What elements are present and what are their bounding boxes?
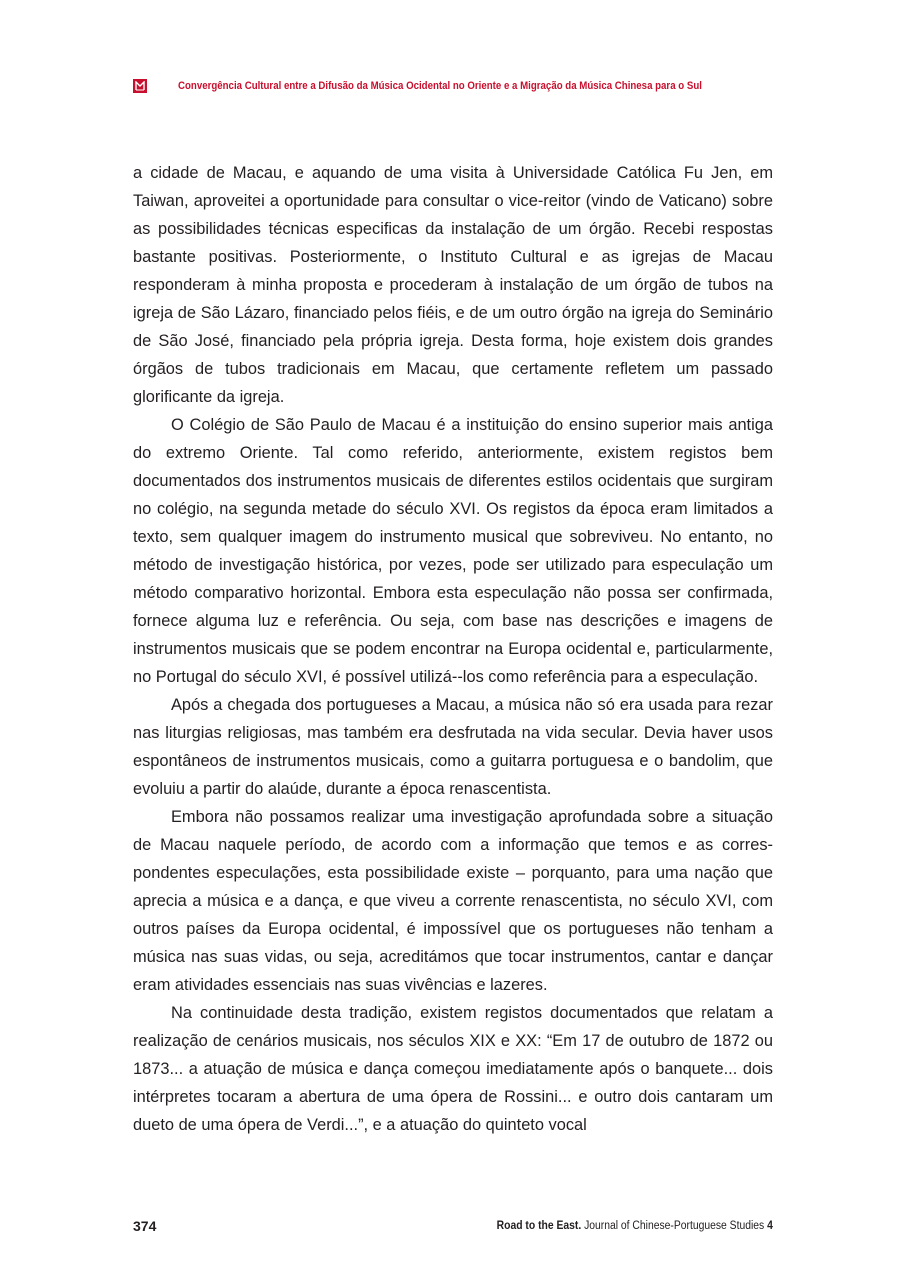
running-header xyxy=(133,76,773,96)
paragraph: Na continuidade desta tradição, existem registos documentados que relatam a realização de cenários musicais, nos séculos XIX e XX: “Em 17 de outubro de 1872 ou 1873... a atuação de música e dança começou imediatamente após o banquete... dois intérpretes tocaram a abertura de uma ópera de Rossini... e outro dois cantaram um dueto de uma ópera de Verdi...”, e a atuação do quinteto vocal xyxy=(133,1004,773,1134)
paragraph: Após a chegada dos portugueses a Macau, a música não só era usada para rezar nas liturgias religiosas, mas também era desfrutada na vida secular. Devia haver usos espontâneos de instrumentos musicais, como a guitarra portuguesa e o bandolim, que evoluiu a partir do alaúde, durante a época renascentista. xyxy=(133,696,773,798)
running-title: Convergência Cultural entre a Difusão da Música Ocidental no Oriente e a Migração da Música Chinesa para o Sul xyxy=(178,80,702,92)
journal-subtitle: Journal of Chinese-Portuguese Studies xyxy=(581,1220,768,1232)
journal-volume: 4 xyxy=(767,1220,773,1232)
journal-title: Road to the East. xyxy=(496,1220,582,1232)
page-footer xyxy=(133,1216,773,1236)
journal-citation xyxy=(497,1220,773,1232)
article-body xyxy=(133,159,773,1139)
journal-logo-icon xyxy=(133,79,147,93)
paragraph: O Colégio de São Paulo de Macau é a instituição do ensino superior mais antiga do extremo Oriente. Tal como referido, anteriormente, existem registos bem documentados dos instrumentos musicais de diferentes estilos ocidentais que surgiram no colégio, na segunda metade do século XVI. Os registos da época eram limitados a texto, sem qualquer imagem do instrumento musical que sobreviveu. No entanto, no método de investigação histórica, por vezes, pode ser utilizado para especulação um método comparativo horizontal. Embora esta especulação não possa ser confirmada, fornece alguma luz e referência. Ou seja, com base nas descrições e imagens de instrumentos musicais que se podem encontrar na Europa ocidental e, particularmente, no Portugal do século XVI, é possível utilizá-​-los como referência para a especulação. xyxy=(133,416,773,686)
page-number: 374 xyxy=(133,1218,157,1234)
paragraph: Embora não possamos realizar uma investigação aprofundada sobre a situação de Macau naquele período, de acordo com a informação que temos e as correspondentes especulações, esta possibilidade existe – porquanto, para uma nação que aprecia a música e a dança, e que viveu a corrente renascentista, no século XVI, com outros países da Europa ocidental, é impossível que os portugueses não tenham a música nas suas vidas, ou seja, acreditámos que tocar instrumentos, cantar e dançar eram atividades essenciais nas suas vivências e lazeres. xyxy=(133,808,773,994)
paragraph: a cidade de Macau, e aquando de uma visita à Universidade Católica Fu Jen, em Taiwan, aproveitei a oportunidade para consultar o vice-reitor (vindo de Vaticano) sobre as possibilidades técnicas especificas da instalação de um órgão. Recebi respostas bastante positivas. Posteriormente, o Instituto Cultural e as igrejas de Macau responderam à minha proposta e procederam à instalação de um órgão de tubos na igreja de São Lázaro, financiado pelos fiéis, e de um outro órgão na igreja do Seminário de São José, financiado pela própria igreja. Desta forma, hoje existem dois grandes órgãos de tubos tradicionais em Macau, que certamente refletem um passado glorificante da igreja. xyxy=(133,164,773,406)
